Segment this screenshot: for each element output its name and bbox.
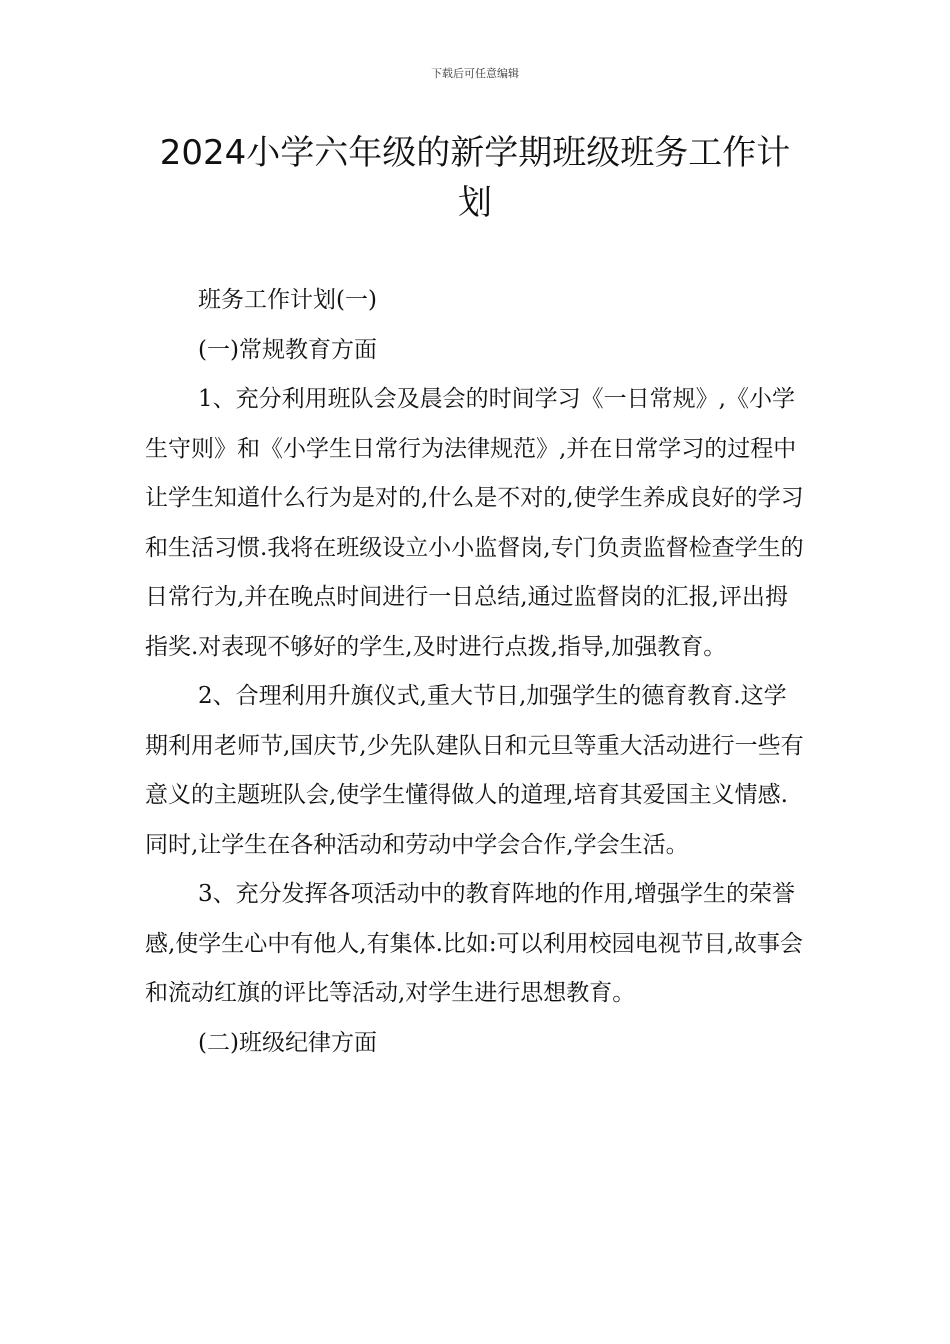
document-body [145,276,807,1068]
document-title-line-2: 划 [458,183,492,223]
section-title: 班务工作计划(一) [198,287,377,313]
paragraph-3: 3、充分发挥各项活动中的教育阵地的作用,增强学生的荣誉感,使学生心中有他人,有集体.比如:可以利用校园电视节目,故事会和流动红旗的评比等活动,对学生进行思想教育。 [145,881,803,1006]
document-title [140,128,810,228]
page-header-note: 下载后可任意编辑 [431,67,519,80]
paragraph-2: 2、合理利用升旗仪式,重大节日,加强学生的德育教育.这学期利用老师节,国庆节,少先队建队日和元旦等重大活动进行一些有意义的主题班队会,使学生懂得做人的道理,培育其爱国主义情感.同时,让学生在各种活动和劳动中学会合作,学会生活。 [145,683,804,858]
subsection-heading-class-discipline: (二)班级纪律方面 [198,1029,377,1056]
document-title-line-1: 2024小学六年级的新学期班级班务工作计 [159,133,791,173]
paragraph-1: 1、充分利用班队会及晨会的时间学习《一日常规》,《小学生守则》和《小学生日常行为法律规范》,并在日常学习的过程中让学生知道什么行为是对的,什么是不对的,使学生养成良好的学习和生活习惯.我将在班级设立小小监督岗,专门负责监督检查学生的日常行为,并在晚点时间进行一日总结,通过监督岗的汇报,评出拇指奖.对表现不够好的学生,及时进行点拨,指导,加强教育。 [145,386,804,660]
subsection-heading-routine-education: (一)常规教育方面 [198,336,377,363]
